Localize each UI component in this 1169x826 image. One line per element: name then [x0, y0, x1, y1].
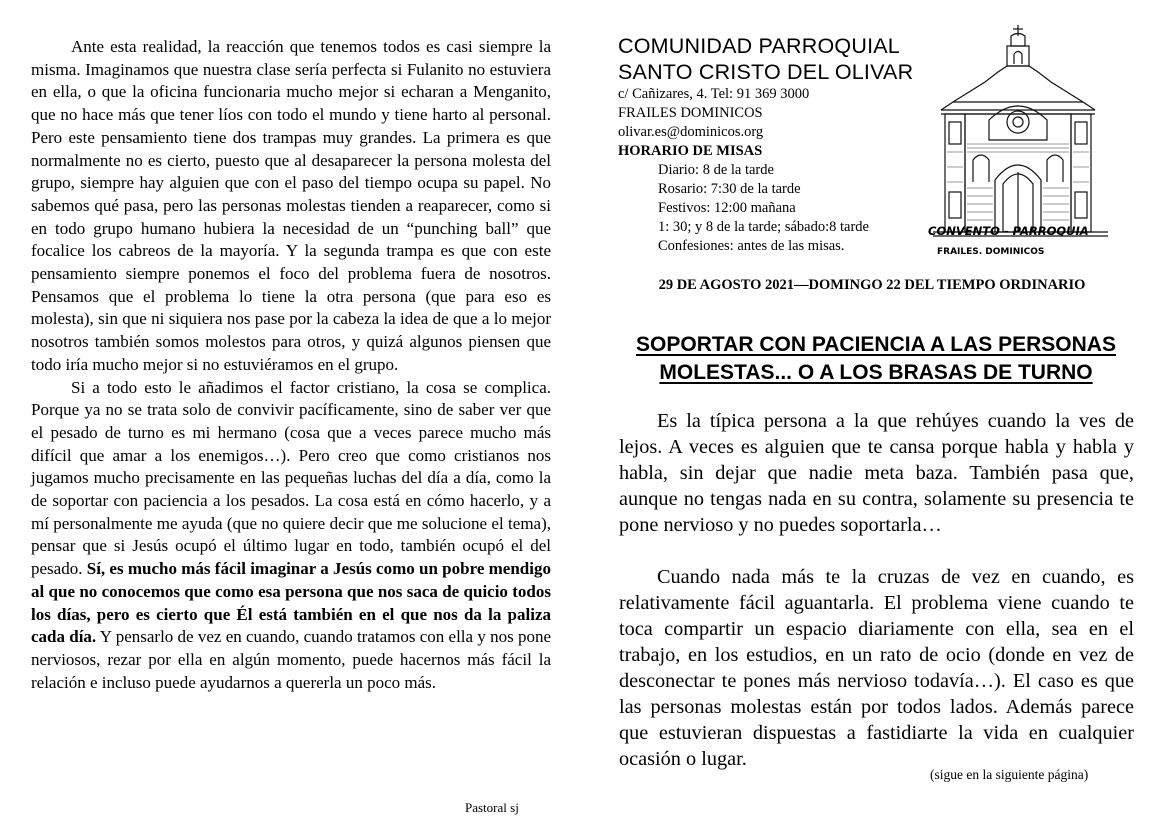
schedule-line: Confesiones: antes de las misas.	[658, 238, 845, 254]
right-paragraph-2: Cuando nada más te la cruzas de vez en cuando, es relativamente fácil aguantarla. El problema viene cuando te toca compartir un espacio diariamente con ella, sea en el trabajo, en los estudios, en un rato de ocio (donde en vez de desconectar te pones más nervioso todavía…). El caso es que las personas molestas están por todos lados. Además parece que estuvieran dispuestas a fastidiarte la vida en cualquier ocasión o lugar.	[619, 566, 1134, 770]
article-title	[612, 331, 1140, 387]
schedule-line: Rosario: 7:30 de la tarde	[658, 181, 801, 197]
drawing-banner: CONVENTO - PARROQUIA	[928, 224, 1089, 238]
drawing-subtitle: FRAILES. DOMINICOS	[937, 247, 1045, 257]
address: c/ Cañizares, 4. Tel: 91 369 3000	[618, 86, 810, 102]
schedule-line: Diario: 8 de la tarde	[658, 162, 774, 178]
left-paragraph-2	[31, 377, 551, 695]
schedule-line: 1: 30; y 8 de la tarde; sábado:8 tarde	[658, 219, 869, 235]
schedule-line: Festivos: 12:00 mañana	[658, 200, 796, 216]
title-line-1: SOPORTAR CON PACIENCIA A LAS PERSONAS	[636, 333, 1116, 356]
left-paragraph-1	[31, 36, 551, 377]
parish-name-line-2: SANTO CRISTO DEL OLIVAR	[618, 60, 914, 84]
email: olivar.es@dominicos.org	[618, 124, 764, 140]
parish-header	[618, 33, 918, 256]
signature: Pastoral sj	[465, 800, 519, 815]
left-paragraph-2-text-b: Y pensarlo de vez en cuando, cuando tratamos con ella y nos pone nerviosos, rezar por ella en algún momento, puede hacernos más fácil la relación e incluso puede ayudarnos a quererla un poco más.	[31, 627, 551, 692]
church-drawing	[923, 22, 1133, 267]
left-paragraph-2-text-a: Si a todo esto le añadimos el factor cristiano, la cosa se complica. Porque ya no se trata solo de convivir pacíficamente, sino de saber ver que el pesado de turno es mi hermano (cosa que a veces parece mucho más difícil que amar a los enemigos…). Pero creo que como cristianos nos jugamos mucho precisamente en las pequeñas luchas del día a día, como la de soportar con paciencia a los pesados. La cosa está en cómo hacerlo, y a mí personalmente me ayuda (que no quiere decir que me solucione el tema), pensar que si Jesús ocupó el último lugar en todo, también ocupó el del pesado.	[31, 377, 551, 579]
left-paragraph-1-text: Ante esta realidad, la reacción que tenemos todos es casi siempre la misma. Imaginamos que nuestra clase sería perfecta si Fulanito no estuviera en ella, o que la oficina funcionaria mucho mejor si echaran a Menganito, que no hace más que tener líos con todo el mundo y tiene harto al personal. Pero este pensamiento tiene dos trampas muy grandes. La primera es que normalmente no es cierto, puesto que al desaparecer la persona molesta del grupo, siempre hay alguien que con el paso del tiempo ocupa su papel. No sabemos qué pasa, pero las personas molestas tienden a reaparecer, como si en todo grupo humano hubiera la necesidad de un “punching ball” que focalice los cabreos de la mayoría. Y la segunda trampa es que con este pensamiento siempre ponemos el foco del problema fuera de nosotros. Pensamos que el problema lo tiene la otra persona (que para eso es molesta), sin que ni siquiera nos pase por la cabeza la idea de que a lo mejor nosotros también somos molestos para otros, y quizá algunos piensen que todo iría mucho mejor si no estuviéramos en el grupo.	[31, 37, 551, 374]
schedule-heading: HORARIO DE MISAS	[618, 143, 763, 159]
left-paragraph-2-bold-text: Sí, es mucho más fácil imaginar a Jesús como un pobre mendigo al que no conocemos que como esa persona que nos saca de quicio todos los días, pero es cierto que Él está también en el que nos da la paliza cada día.	[31, 559, 551, 647]
right-column	[619, 408, 1134, 772]
parish-name-line-1: COMUNIDAD PARROQUIAL	[618, 34, 900, 58]
left-column	[31, 36, 551, 694]
title-line-2: MOLESTAS... O A LOS BRASAS DE TURNO	[659, 361, 1093, 384]
continue-note: (sigue en la siguiente página)	[930, 767, 1089, 782]
order-name: FRAILES DOMINICOS	[618, 105, 763, 121]
right-paragraph-1: Es la típica persona a la que rehúyes cuando la ves de lejos. A veces es alguien que te cansa porque habla y habla y habla, sin dejar que nadie meta baza. También pasa que, aunque no tengas nada en su contra, solamente su presencia te pone nervioso y no puedes soportarla…	[619, 410, 1134, 536]
date-line: 29 DE AGOSTO 2021—DOMINGO 22 DEL TIEMPO ORDINARIO	[658, 277, 1086, 293]
